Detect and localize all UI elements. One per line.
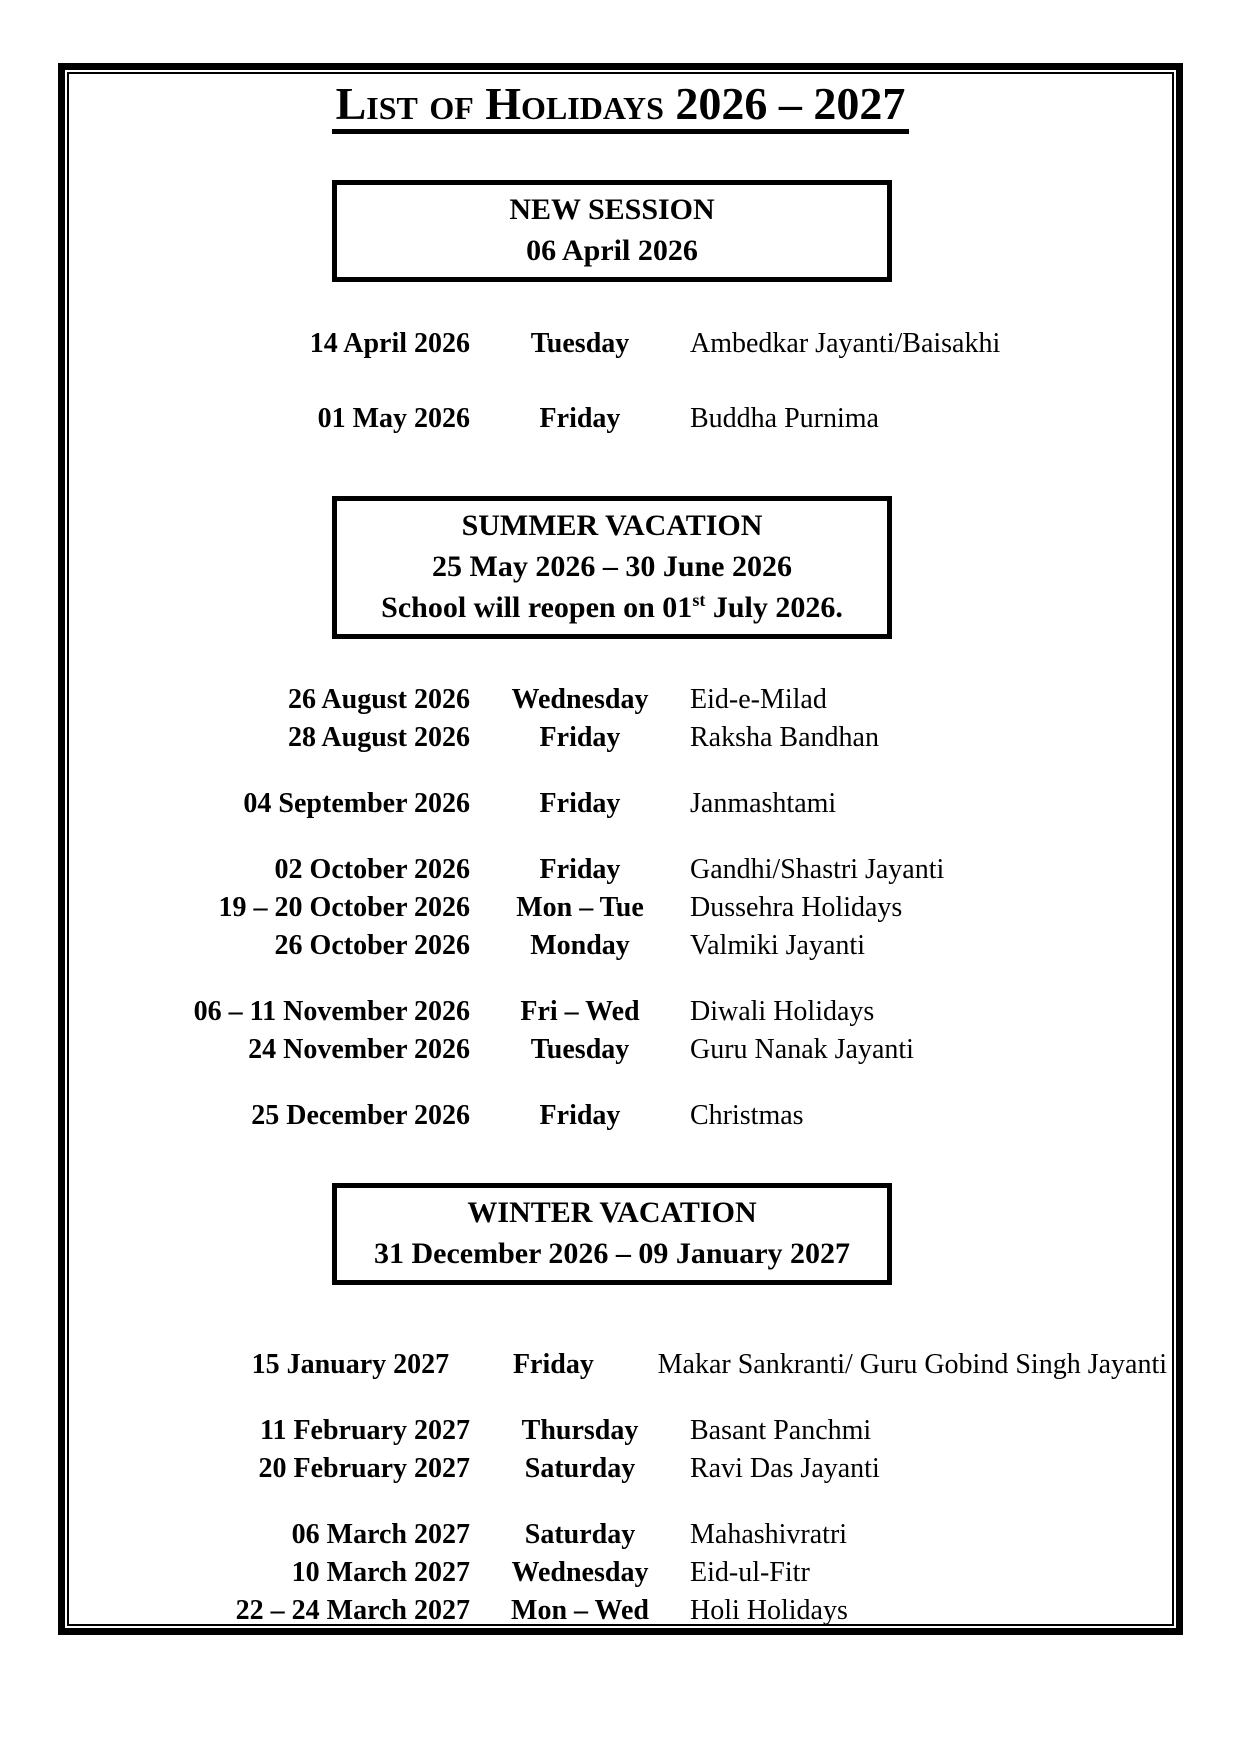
summer-vacation-box xyxy=(332,496,892,639)
summer-vacation-heading: SUMMER VACATION xyxy=(461,509,763,542)
holiday-row xyxy=(74,325,1167,363)
holiday-day: Friday xyxy=(512,1349,594,1380)
holiday-row xyxy=(74,719,1167,757)
holiday-row xyxy=(74,1097,1167,1135)
holiday-row xyxy=(74,1554,1167,1592)
holiday-day: Saturday xyxy=(524,1519,636,1550)
holiday-date: 26 October 2026 xyxy=(274,930,470,961)
holiday-date: 10 March 2027 xyxy=(291,1557,470,1588)
holiday-row xyxy=(74,1516,1167,1554)
holiday-day: Mon – Wed xyxy=(511,1595,649,1626)
holiday-date: 06 March 2027 xyxy=(291,1519,470,1550)
holiday-date: 11 February 2027 xyxy=(260,1415,470,1446)
holiday-day: Friday xyxy=(539,1100,621,1131)
holiday-date: 02 October 2026 xyxy=(274,854,470,885)
holiday-day: Friday xyxy=(539,788,621,819)
holiday-name: Diwali Holidays xyxy=(690,996,875,1027)
winter-vacation-heading: WINTER VACATION xyxy=(467,1196,757,1229)
april-may-holidays xyxy=(74,325,1167,438)
holiday-row xyxy=(74,851,1167,889)
holiday-date: 26 August 2026 xyxy=(287,684,470,715)
holiday-day: Mon – Tue xyxy=(516,892,644,923)
holiday-row xyxy=(74,1346,1167,1384)
holiday-day: Wednesday xyxy=(511,1557,649,1588)
holiday-name: Raksha Bandhan xyxy=(690,722,879,753)
holiday-date: 28 August 2026 xyxy=(287,722,470,753)
winter-vacation-box xyxy=(332,1183,892,1285)
holiday-row xyxy=(74,1031,1167,1069)
holiday-name: Ambedkar Jayanti/Baisakhi xyxy=(690,328,1001,359)
holiday-row xyxy=(74,1592,1167,1630)
holiday-name: Mahashivratri xyxy=(690,1519,848,1550)
winter-vacation-dates: 31 December 2026 – 09 January 2027 xyxy=(373,1237,851,1270)
holiday-name: Valmiki Jayanti xyxy=(690,930,865,961)
holiday-name: Makar Sankranti/ Guru Gobind Singh Jayanti xyxy=(657,1349,1167,1380)
holiday-name: Ravi Das Jayanti xyxy=(690,1453,880,1484)
holiday-name: Buddha Purnima xyxy=(690,403,879,434)
holiday-day: Tuesday xyxy=(530,328,630,359)
holiday-name: Holi Holidays xyxy=(690,1595,848,1626)
holiday-row xyxy=(74,681,1167,719)
holiday-date: 20 February 2027 xyxy=(258,1453,470,1484)
holiday-day: Monday xyxy=(530,930,630,961)
holiday-row xyxy=(74,1412,1167,1450)
holiday-name: Guru Nanak Jayanti xyxy=(690,1034,914,1065)
holiday-date: 22 – 24 March 2027 xyxy=(235,1595,470,1626)
holiday-day: Friday xyxy=(539,854,621,885)
holiday-row xyxy=(74,889,1167,927)
new-session-date: 06 April 2026 xyxy=(526,234,698,267)
holiday-date: 15 January 2027 xyxy=(251,1349,450,1380)
holiday-row xyxy=(74,927,1167,965)
summer-vacation-dates: 25 May 2026 – 30 June 2026 xyxy=(432,550,792,583)
holiday-date: 04 September 2026 xyxy=(243,788,470,819)
reopen-note-ordinal: st xyxy=(692,590,706,610)
holiday-date: 25 December 2026 xyxy=(251,1100,470,1131)
holiday-row xyxy=(74,1450,1167,1488)
new-session-box xyxy=(332,180,892,282)
holiday-name: Eid-ul-Fitr xyxy=(690,1557,810,1588)
holiday-day: Wednesday xyxy=(511,684,649,715)
holiday-row xyxy=(74,993,1167,1031)
holiday-name: Gandhi/Shastri Jayanti xyxy=(690,854,945,885)
summer-vacation-reopen-note xyxy=(337,587,887,628)
holiday-date: 14 April 2026 xyxy=(309,328,470,359)
holiday-date: 19 – 20 October 2026 xyxy=(218,892,470,923)
holiday-name: Dussehra Holidays xyxy=(690,892,903,923)
holiday-date: 01 May 2026 xyxy=(317,403,470,434)
holiday-name: Christmas xyxy=(690,1100,804,1131)
holiday-row xyxy=(74,400,1167,438)
holiday-day: Saturday xyxy=(524,1453,636,1484)
holiday-date: 24 November 2026 xyxy=(248,1034,470,1065)
page-title: List of Holidays 2026 – 2027 xyxy=(332,80,910,134)
holiday-day: Fri – Wed xyxy=(520,996,640,1027)
holiday-name: Janmashtami xyxy=(690,788,837,819)
new-year-holidays xyxy=(74,1346,1167,1630)
holiday-day: Tuesday xyxy=(530,1034,630,1065)
document-content xyxy=(74,74,1167,1630)
new-session-heading: NEW SESSION xyxy=(509,193,715,226)
holiday-day: Friday xyxy=(539,722,621,753)
reopen-note-suffix: July 2026. xyxy=(705,591,843,624)
autumn-winter-holidays xyxy=(74,681,1167,1135)
holiday-day: Friday xyxy=(539,403,621,434)
holiday-name: Basant Panchmi xyxy=(690,1415,872,1446)
holiday-day: Thursday xyxy=(521,1415,639,1446)
reopen-note-prefix: School will reopen on 01 xyxy=(381,591,693,624)
holiday-name: Eid-e-Milad xyxy=(690,684,827,715)
holiday-date: 06 – 11 November 2026 xyxy=(193,996,470,1027)
holiday-row xyxy=(74,785,1167,823)
